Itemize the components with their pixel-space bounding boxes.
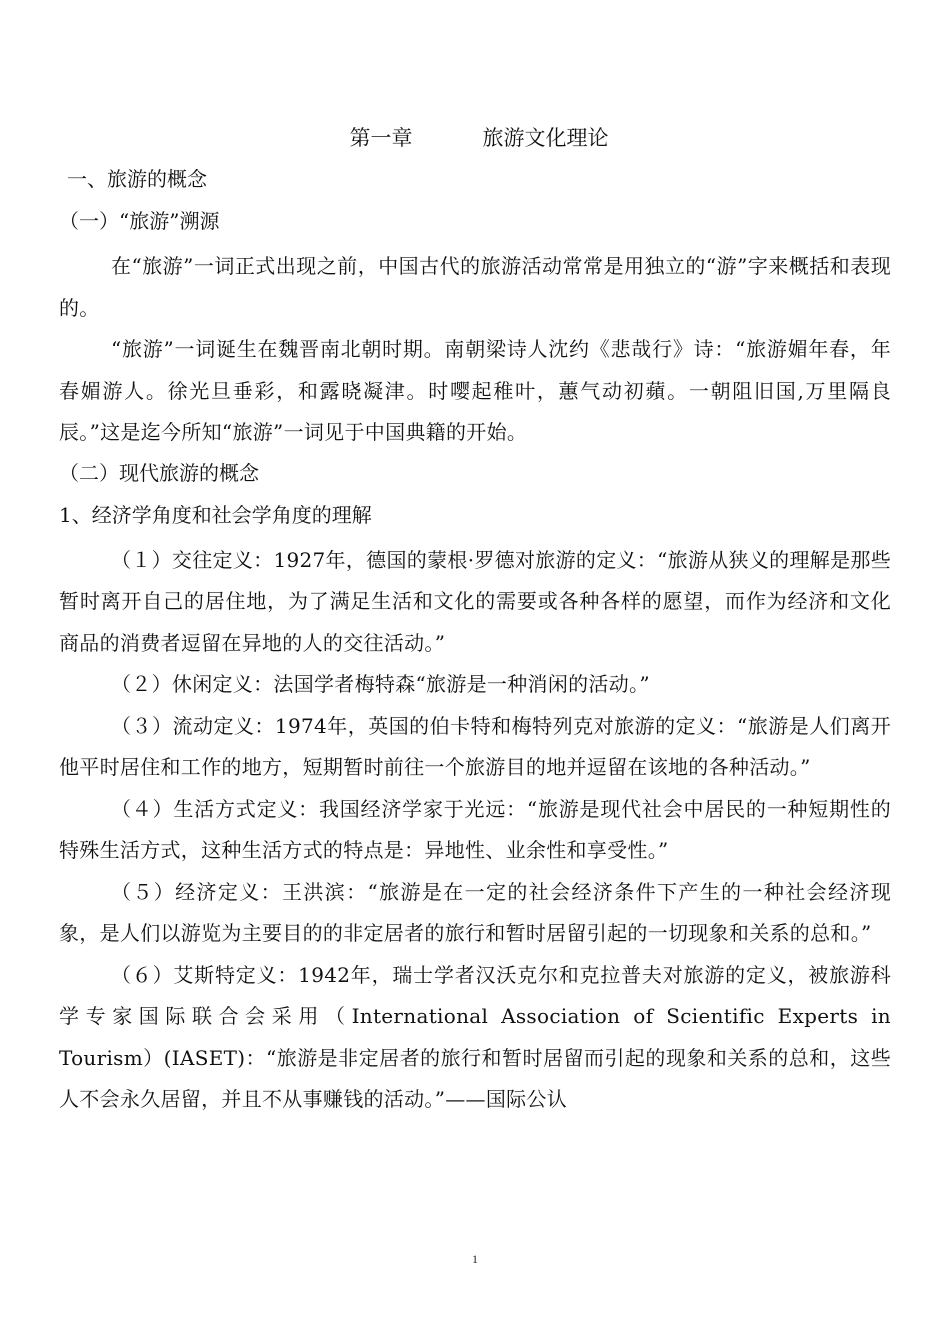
subsection-heading-origin: （一）“旅游”溯源 [59, 209, 220, 233]
definition-aiest: （６）艾斯特定义：1942年，瑞士学者汉沃克尔和克拉普夫对旅游的定义，被旅游科学专家国际联合会采用（International Association of Scientific Experts in Tourism）(IASET)：“旅游是非定居者的旅行和暂时居留而引起的现象和关系的总和，这些人不会永久居留，并且不从事赚钱的活动。”——国际公认 [59, 962, 891, 1111]
definition-leisure: （２）休闲定义：法国学者梅特森“旅游是一种消闲的活动。” [111, 672, 650, 696]
page-number: 1 [472, 1252, 478, 1266]
definition-economic: （５）经济定义：王洪滨：“旅游是在一定的社会经济条件下产生的一种社会经济现象，是人们以游览为主要目的的非定居者的旅行和暂时居留引起的一切现象和关系的总和。” [59, 879, 891, 945]
section-heading-concept: 一、旅游的概念 [67, 167, 207, 191]
chapter-number: 第一章 [349, 126, 413, 150]
paragraph-origin-1: 在“旅游”一词正式出现之前，中国古代的旅游活动常常是用独立的“游”字来概括和表现的。 [59, 254, 891, 320]
definition-lifestyle: （４）生活方式定义：我国经济学家于光远：“旅游是现代社会中居民的一种短期性的特殊生活方式，这种生活方式的特点是：异地性、业余性和享受性。” [59, 796, 891, 862]
document-body [59, 118, 891, 1121]
definition-mobility: （３）流动定义：1974年，英国的伯卡特和梅特列克对旅游的定义：“旅游是人们离开他平时居住和工作的地方，短期暂时前往一个旅游目的地并逗留在该地的各种活动。” [59, 713, 891, 779]
subsection-heading-economic-social: 1、经济学角度和社会学角度的理解 [59, 502, 372, 527]
chapter-name: 旅游文化理论 [482, 126, 609, 150]
paragraph-origin-2: “旅游”一词诞生在魏晋南北朝时期。南朝梁诗人沈约《悲哉行》诗：“旅游媚年春，年春媚游人。徐光旦垂彩，和露晓凝津。时嘤起稚叶，蕙气动初蘋。一朝阻旧国,万里隔良辰。”这是迄今所知“旅游”一词见于中国典籍的开始。 [59, 337, 891, 444]
definition-communication: （１）交往定义：1927年，德国的蒙根·罗德对旅游的定义：“旅游从狭义的理解是那些暂时离开自己的居住地，为了满足生活和文化的需要或各种各样的愿望，而作为经济和文化商品的消费者逗留在异地的人的交往活动。” [59, 547, 891, 655]
subsection-heading-modern: （二）现代旅游的概念 [59, 460, 259, 485]
chapter-title [59, 118, 891, 158]
